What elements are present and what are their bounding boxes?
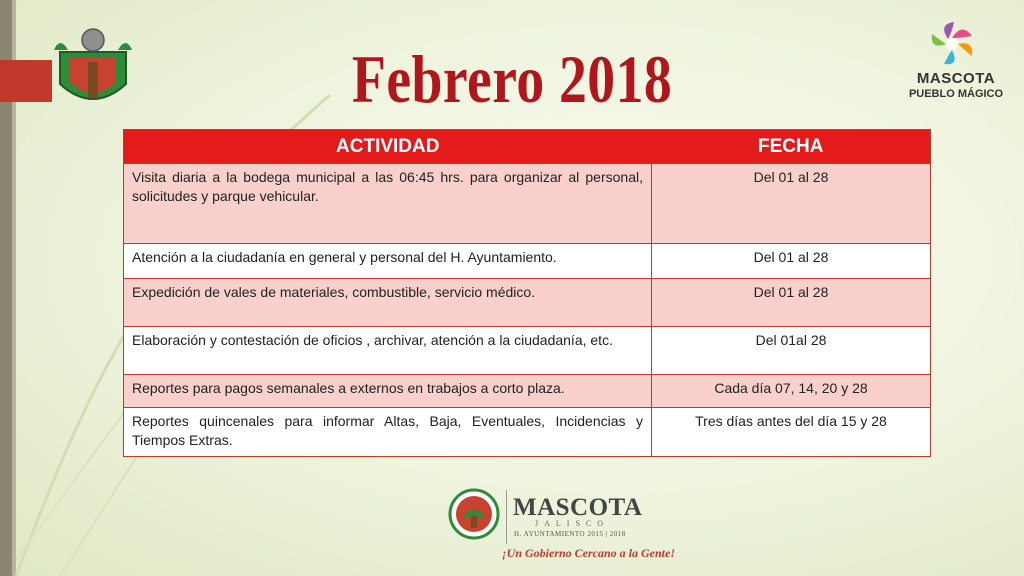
row-fecha: Del 01 al 28 xyxy=(652,164,931,244)
row-actividad: Visita diaria a la bodega municipal a las 06:45 hrs. para organizar al personal, solicitudes y parque vehicular. xyxy=(124,164,652,244)
row-actividad: Expedición de vales de materiales, combustible, servicio médico. xyxy=(124,279,652,327)
brand-subtitle: PUEBLO MÁGICO xyxy=(908,88,1004,100)
table-row xyxy=(124,375,931,408)
table-row xyxy=(124,408,931,457)
footer-separator xyxy=(506,490,507,544)
row-fecha: Del 01al 28 xyxy=(652,327,931,375)
header-fecha: FECHA xyxy=(652,130,931,164)
footer-ayuntamiento: H. AYUNTAMIENTO 2015 | 2018 xyxy=(514,530,626,538)
row-fecha: Tres días antes del día 15 y 28 xyxy=(652,408,931,457)
footer-state: JALISCO xyxy=(535,519,610,528)
footer-slogan: ¡Un Gobierno Cercano a la Gente! xyxy=(502,546,676,560)
footer-seal-icon xyxy=(448,488,500,540)
footer-town-name: MASCOTA xyxy=(513,494,643,521)
table-row xyxy=(124,327,931,375)
table-row xyxy=(124,164,931,244)
header-actividad: ACTIVIDAD xyxy=(124,130,652,164)
table-row xyxy=(124,244,931,279)
page-title: Febrero 2018 xyxy=(351,41,673,117)
brand-name: MASCOTA xyxy=(916,70,996,87)
table-header-row xyxy=(124,130,931,164)
row-actividad: Reportes quincenales para informar Altas, Baja, Eventuales, Incidencias y Tiempos Extras. xyxy=(124,408,652,457)
red-accent-block xyxy=(0,60,52,102)
table-row xyxy=(124,279,931,327)
row-fecha: Del 01 al 28 xyxy=(652,244,931,279)
activities-table xyxy=(123,129,931,457)
row-actividad: Elaboración y contestación de oficios , archivar, atención a la ciudadanía, etc. xyxy=(124,327,652,375)
row-fecha: Cada día 07, 14, 20 y 28 xyxy=(652,375,931,408)
row-fecha: Del 01 al 28 xyxy=(652,279,931,327)
row-actividad: Reportes para pagos semanales a externos en trabajos a corto plaza. xyxy=(124,375,652,408)
row-actividad: Atención a la ciudadanía en general y personal del H. Ayuntamiento. xyxy=(124,244,652,279)
